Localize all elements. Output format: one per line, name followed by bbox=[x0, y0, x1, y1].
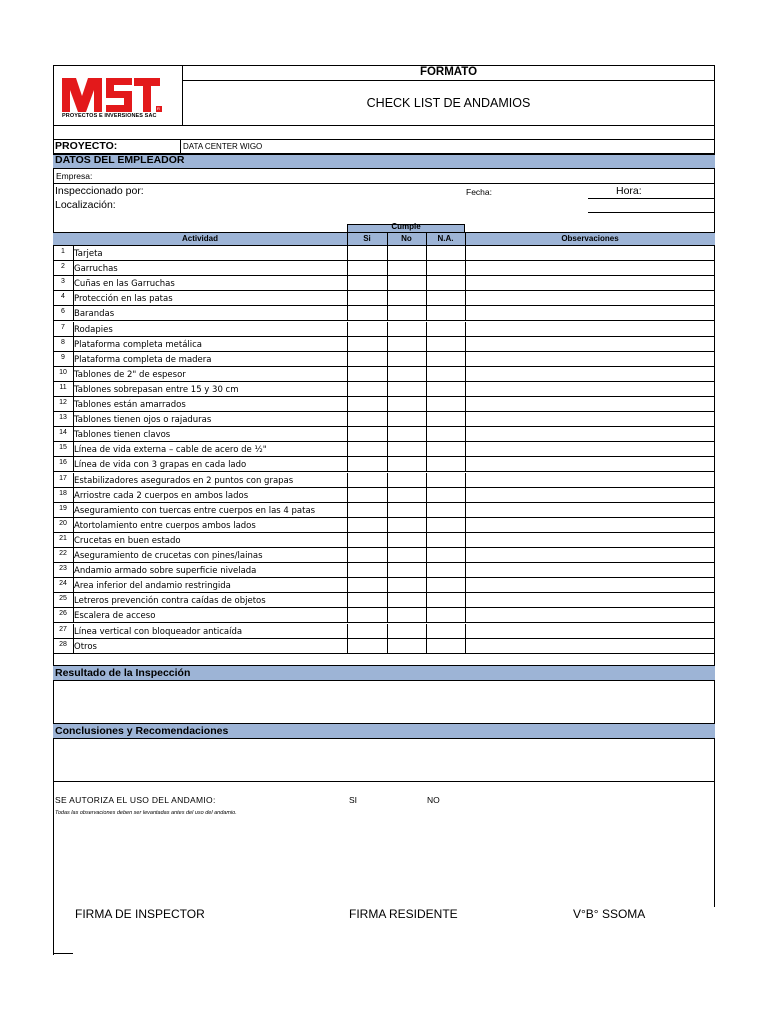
cell-na[interactable] bbox=[426, 608, 427, 623]
table-row bbox=[53, 337, 715, 352]
row-number: 8 bbox=[61, 338, 65, 346]
activity-cell-sep bbox=[73, 291, 74, 306]
row-activity: Letreros prevención contra caídas de objetos bbox=[74, 596, 266, 607]
cell-no[interactable] bbox=[387, 639, 388, 654]
cell-observaciones[interactable] bbox=[465, 593, 466, 608]
table-row bbox=[53, 442, 715, 457]
cell-si[interactable] bbox=[347, 337, 348, 352]
cell-si[interactable] bbox=[347, 276, 348, 291]
cell-na[interactable] bbox=[426, 503, 427, 518]
cell-observaciones[interactable] bbox=[465, 518, 466, 533]
cell-no[interactable] bbox=[387, 382, 388, 397]
activity-cell-sep bbox=[73, 457, 74, 472]
row-activity: Tablones tienen ojos o rajaduras bbox=[74, 415, 212, 426]
row-activity: Atortolamiento entre cuerpos ambos lados bbox=[74, 520, 256, 531]
cell-no[interactable] bbox=[387, 261, 388, 276]
cell-observaciones[interactable] bbox=[465, 291, 466, 306]
cell-observaciones[interactable] bbox=[465, 608, 466, 623]
row-activity: Otros bbox=[74, 641, 97, 652]
cell-si[interactable] bbox=[347, 473, 348, 488]
cell-si[interactable] bbox=[347, 322, 348, 337]
cell-observaciones[interactable] bbox=[465, 533, 466, 548]
row-number: 27 bbox=[59, 625, 67, 633]
cell-na[interactable] bbox=[426, 548, 427, 563]
resultado-title: Resultado de la Inspección bbox=[55, 667, 191, 679]
row-activity: Crucetas en buen estado bbox=[74, 535, 181, 546]
activity-cell-sep bbox=[73, 442, 74, 457]
row-number: 15 bbox=[59, 444, 67, 452]
firma-ssoma: V°B° SSOMA bbox=[573, 907, 646, 921]
frame-bottom-stub bbox=[53, 953, 73, 954]
cell-na[interactable] bbox=[426, 276, 427, 291]
frame-top-border bbox=[53, 65, 715, 66]
cell-no[interactable] bbox=[387, 306, 388, 321]
row-number: 24 bbox=[59, 580, 67, 588]
header-col-sep bbox=[347, 232, 348, 246]
cell-observaciones[interactable] bbox=[465, 412, 466, 427]
conclusiones-bottom-line bbox=[53, 781, 715, 782]
table-row bbox=[53, 322, 715, 337]
cell-na[interactable] bbox=[426, 457, 427, 472]
cell-observaciones[interactable] bbox=[465, 488, 466, 503]
cell-si[interactable] bbox=[347, 442, 348, 457]
table-row bbox=[53, 261, 715, 276]
row-activity: Arriostre cada 2 cuerpos en ambos lados bbox=[74, 490, 249, 501]
cell-na[interactable] bbox=[426, 306, 427, 321]
cell-si[interactable] bbox=[347, 593, 348, 608]
proyecto-label: PROYECTO: bbox=[55, 140, 118, 152]
header-col-sep bbox=[387, 232, 388, 246]
cell-si[interactable] bbox=[347, 503, 348, 518]
cell-si[interactable] bbox=[347, 457, 348, 472]
cell-na[interactable] bbox=[426, 518, 427, 533]
activity-cell-sep bbox=[73, 306, 74, 321]
cell-observaciones[interactable] bbox=[465, 473, 466, 488]
activity-cell-sep bbox=[73, 412, 74, 427]
cell-na[interactable] bbox=[426, 578, 427, 593]
col-observaciones: Observaciones bbox=[561, 234, 619, 243]
activity-cell-sep bbox=[73, 639, 74, 654]
cell-no[interactable] bbox=[387, 503, 388, 518]
cell-observaciones[interactable] bbox=[465, 578, 466, 593]
cell-no[interactable] bbox=[387, 593, 388, 608]
table-row bbox=[53, 427, 715, 442]
cell-no[interactable] bbox=[387, 533, 388, 548]
autoriza-note: Todas las observaciones deben ser levantadas antes del uso del andamio. bbox=[55, 810, 237, 816]
table-row bbox=[53, 608, 715, 623]
cell-si[interactable] bbox=[347, 306, 348, 321]
cell-si[interactable] bbox=[347, 367, 348, 382]
cell-si[interactable] bbox=[347, 397, 348, 412]
row-activity: Línea de vida externa – cable de acero de ½" bbox=[74, 445, 267, 456]
cell-na[interactable] bbox=[426, 593, 427, 608]
row-number: 28 bbox=[59, 640, 67, 648]
table-row bbox=[53, 518, 715, 533]
activity-cell-sep bbox=[73, 397, 74, 412]
activity-cell-sep bbox=[73, 533, 74, 548]
row-number: 13 bbox=[59, 414, 67, 422]
cell-si[interactable] bbox=[347, 261, 348, 276]
row-number: 10 bbox=[59, 368, 67, 376]
activity-cell-sep bbox=[73, 261, 74, 276]
row-activity: Plataforma completa de madera bbox=[74, 354, 212, 365]
cell-na[interactable] bbox=[426, 473, 427, 488]
table-row bbox=[53, 412, 715, 427]
cell-observaciones[interactable] bbox=[465, 382, 466, 397]
hora-underline bbox=[588, 198, 715, 199]
table-row bbox=[53, 639, 715, 654]
cell-na[interactable] bbox=[426, 563, 427, 578]
cell-na[interactable] bbox=[426, 624, 427, 639]
activity-cell-sep bbox=[73, 548, 74, 563]
empresa-label: Empresa: bbox=[56, 171, 93, 181]
logo-registered-mark: R bbox=[157, 106, 160, 111]
header-col-sep bbox=[426, 232, 427, 246]
table-row bbox=[53, 488, 715, 503]
row-number: 16 bbox=[59, 459, 67, 467]
cell-si[interactable] bbox=[347, 608, 348, 623]
cell-observaciones[interactable] bbox=[465, 261, 466, 276]
firma-inspector: FIRMA DE INSPECTOR bbox=[75, 907, 205, 921]
row-number: 26 bbox=[59, 610, 67, 618]
cell-na[interactable] bbox=[426, 352, 427, 367]
cell-na[interactable] bbox=[426, 291, 427, 306]
row-number: 18 bbox=[59, 489, 67, 497]
fecha-label: Fecha: bbox=[466, 187, 492, 197]
cell-observaciones[interactable] bbox=[465, 624, 466, 639]
header-bottom-line bbox=[53, 125, 715, 126]
cell-observaciones[interactable] bbox=[465, 548, 466, 563]
col-na: N.A. bbox=[437, 234, 454, 243]
row-activity: Tablones de 2" de espesor bbox=[74, 369, 186, 380]
row-number: 17 bbox=[59, 474, 67, 482]
cell-no[interactable] bbox=[387, 578, 388, 593]
cell-na[interactable] bbox=[426, 488, 427, 503]
table-row bbox=[53, 457, 715, 472]
activity-cell-sep bbox=[73, 276, 74, 291]
cell-no[interactable] bbox=[387, 412, 388, 427]
row-number: 21 bbox=[59, 534, 67, 542]
cell-observaciones[interactable] bbox=[465, 442, 466, 457]
row-number: 22 bbox=[59, 550, 67, 557]
row-number: 14 bbox=[59, 429, 67, 437]
empresa-line bbox=[53, 183, 715, 184]
cell-observaciones[interactable] bbox=[465, 276, 466, 291]
cell-na[interactable] bbox=[426, 322, 427, 337]
cell-na[interactable] bbox=[426, 397, 427, 412]
table-row bbox=[53, 533, 715, 548]
row-activity: Rodapies bbox=[74, 324, 113, 335]
row-activity: Línea de vida con 3 grapas en cada lado bbox=[74, 460, 247, 471]
row-activity: Línea vertical con bloqueador anticaída bbox=[74, 626, 243, 637]
row-number: 6 bbox=[61, 308, 65, 316]
cell-no[interactable] bbox=[387, 276, 388, 291]
autoriza-si[interactable]: SI bbox=[349, 795, 358, 805]
autoriza-label: SE AUTORIZA EL USO DEL ANDAMIO: bbox=[55, 795, 216, 805]
activity-cell-sep bbox=[73, 488, 74, 503]
cell-na[interactable] bbox=[426, 427, 427, 442]
header-formato-line bbox=[182, 80, 715, 81]
activity-cell-sep bbox=[73, 473, 74, 488]
cell-observaciones[interactable] bbox=[465, 639, 466, 654]
header-col-sep bbox=[465, 232, 466, 246]
cell-no[interactable] bbox=[387, 518, 388, 533]
cell-no[interactable] bbox=[387, 397, 388, 412]
proyecto-row bbox=[53, 139, 715, 154]
row-activity: Protección en las patas bbox=[74, 294, 173, 305]
row-activity: Barandas bbox=[74, 309, 115, 320]
cell-na[interactable] bbox=[426, 382, 427, 397]
activity-cell-sep bbox=[73, 608, 74, 623]
table-row bbox=[53, 367, 715, 382]
cell-si[interactable] bbox=[347, 427, 348, 442]
table-row bbox=[53, 352, 715, 367]
table-row bbox=[53, 593, 715, 608]
row-number: 1 bbox=[61, 248, 65, 255]
row-activity: Tarjeta bbox=[74, 249, 103, 259]
row-number: 25 bbox=[59, 595, 67, 603]
row-activity: Area inferior del andamio restringida bbox=[74, 581, 231, 592]
cell-no[interactable] bbox=[387, 337, 388, 352]
row-number: 11 bbox=[59, 383, 67, 391]
row-number: 4 bbox=[61, 293, 65, 301]
row-number: 3 bbox=[61, 278, 65, 286]
cell-na[interactable] bbox=[426, 337, 427, 352]
row-activity: Andamio armado sobre superficie nivelada bbox=[74, 566, 257, 577]
cell-no[interactable] bbox=[387, 442, 388, 457]
logo-subtitle: PROYECTOS E INVERSIONES SAC bbox=[62, 113, 157, 119]
cell-no[interactable] bbox=[387, 322, 388, 337]
cell-na[interactable] bbox=[426, 261, 427, 276]
table-row bbox=[53, 624, 715, 639]
activity-cell-sep bbox=[73, 246, 74, 261]
cumple-label: Cumple bbox=[391, 222, 421, 231]
cell-no[interactable] bbox=[387, 624, 388, 639]
col-si: Si bbox=[363, 234, 371, 243]
col-no: No bbox=[401, 234, 412, 243]
cell-na[interactable] bbox=[426, 246, 427, 261]
cell-observaciones[interactable] bbox=[465, 367, 466, 382]
row-number: 12 bbox=[59, 399, 67, 406]
proyecto-divider bbox=[180, 139, 181, 154]
table-row bbox=[53, 578, 715, 593]
activity-cell-sep bbox=[73, 593, 74, 608]
conclusiones-title: Conclusiones y Recomendaciones bbox=[55, 725, 229, 737]
cell-no[interactable] bbox=[387, 548, 388, 563]
row-activity: Estabilizadores asegurados en 2 puntos con grapas bbox=[74, 475, 294, 486]
row-activity: Escalera de acceso bbox=[74, 611, 156, 622]
proyecto-value: DATA CENTER WIGO bbox=[183, 142, 263, 151]
cell-observaciones[interactable] bbox=[465, 503, 466, 518]
cell-no[interactable] bbox=[387, 563, 388, 578]
cell-si[interactable] bbox=[347, 246, 348, 261]
cell-si[interactable] bbox=[347, 548, 348, 563]
hora-label: Hora: bbox=[616, 185, 642, 197]
table-row bbox=[53, 397, 715, 412]
datos-title: DATOS DEL EMPLEADOR bbox=[55, 154, 185, 166]
autoriza-no[interactable]: NO bbox=[427, 795, 440, 805]
cell-observaciones[interactable] bbox=[465, 306, 466, 321]
cell-si[interactable] bbox=[347, 533, 348, 548]
localizacion-underline bbox=[588, 212, 715, 213]
cell-observaciones[interactable] bbox=[465, 397, 466, 412]
cell-no[interactable] bbox=[387, 291, 388, 306]
activity-cell-sep bbox=[73, 518, 74, 533]
activity-cell-sep bbox=[73, 367, 74, 382]
activity-cell-sep bbox=[73, 503, 74, 518]
row-number: 19 bbox=[59, 504, 67, 512]
row-activity: Garruchas bbox=[74, 264, 118, 275]
cell-observaciones[interactable] bbox=[465, 563, 466, 578]
cell-si[interactable] bbox=[347, 412, 348, 427]
col-actividad: Actividad bbox=[181, 234, 218, 243]
cell-observaciones[interactable] bbox=[465, 457, 466, 472]
cell-no[interactable] bbox=[387, 427, 388, 442]
activity-cell-sep bbox=[73, 337, 74, 352]
table-row bbox=[53, 276, 715, 291]
cell-si[interactable] bbox=[347, 563, 348, 578]
row-number: 2 bbox=[61, 263, 65, 271]
cell-na[interactable] bbox=[426, 442, 427, 457]
formato-label: FORMATO bbox=[419, 66, 478, 78]
table-row bbox=[53, 473, 715, 488]
cell-no[interactable] bbox=[387, 352, 388, 367]
cell-si[interactable] bbox=[347, 382, 348, 397]
cell-observaciones[interactable] bbox=[465, 337, 466, 352]
firma-residente: FIRMA RESIDENTE bbox=[349, 907, 458, 921]
cell-na[interactable] bbox=[426, 639, 427, 654]
page-title: CHECK LIST DE ANDAMIOS bbox=[366, 96, 531, 110]
row-activity: Aseguramiento de crucetas con pines/lainas bbox=[74, 551, 263, 561]
cell-no[interactable] bbox=[387, 473, 388, 488]
row-number: 20 bbox=[59, 519, 67, 527]
table-row bbox=[53, 382, 715, 397]
row-number: 9 bbox=[61, 353, 65, 361]
activity-cell-sep bbox=[73, 322, 74, 337]
table-row bbox=[53, 291, 715, 306]
activity-cell-sep bbox=[73, 624, 74, 639]
cell-no[interactable] bbox=[387, 246, 388, 261]
cell-na[interactable] bbox=[426, 412, 427, 427]
cell-si[interactable] bbox=[347, 352, 348, 367]
company-logo bbox=[60, 72, 170, 124]
activity-cell-sep bbox=[73, 578, 74, 593]
cell-si[interactable] bbox=[347, 518, 348, 533]
row-activity: Cuñas en las Garruchas bbox=[74, 279, 175, 290]
cell-si[interactable] bbox=[347, 291, 348, 306]
row-number: 7 bbox=[61, 323, 65, 331]
cell-no[interactable] bbox=[387, 608, 388, 623]
activity-cell-sep bbox=[73, 427, 74, 442]
cell-observaciones[interactable] bbox=[465, 322, 466, 337]
cell-na[interactable] bbox=[426, 367, 427, 382]
table-row bbox=[53, 306, 715, 321]
cell-si[interactable] bbox=[347, 639, 348, 654]
cell-observaciones[interactable] bbox=[465, 246, 466, 261]
cell-si[interactable] bbox=[347, 488, 348, 503]
activity-cell-sep bbox=[73, 352, 74, 367]
inspeccionado-label: Inspeccionado por: bbox=[55, 185, 144, 197]
table-row bbox=[53, 548, 715, 563]
row-activity: Tablones sobrepasan entre 15 y 30 cm bbox=[74, 384, 239, 395]
table-row bbox=[53, 503, 715, 518]
localizacion-label: Localización: bbox=[55, 199, 116, 211]
cell-observaciones[interactable] bbox=[465, 352, 466, 367]
activity-cell-sep bbox=[73, 382, 74, 397]
row-activity: Tablones tienen clavos bbox=[74, 430, 171, 441]
cell-si[interactable] bbox=[347, 624, 348, 639]
cell-observaciones[interactable] bbox=[465, 427, 466, 442]
row-activity: Tablones están amarrados bbox=[74, 400, 186, 410]
row-activity: Plataforma completa metálica bbox=[74, 339, 203, 350]
table-row bbox=[53, 246, 715, 261]
cell-no[interactable] bbox=[387, 367, 388, 382]
table-row bbox=[53, 563, 715, 578]
cell-no[interactable] bbox=[387, 488, 388, 503]
activity-cell-sep bbox=[73, 563, 74, 578]
cell-si[interactable] bbox=[347, 578, 348, 593]
row-number: 23 bbox=[59, 565, 67, 573]
row-activity: Aseguramiento con tuercas entre cuerpos en las 4 patas bbox=[74, 505, 316, 516]
cell-no[interactable] bbox=[387, 457, 388, 472]
cell-na[interactable] bbox=[426, 533, 427, 548]
